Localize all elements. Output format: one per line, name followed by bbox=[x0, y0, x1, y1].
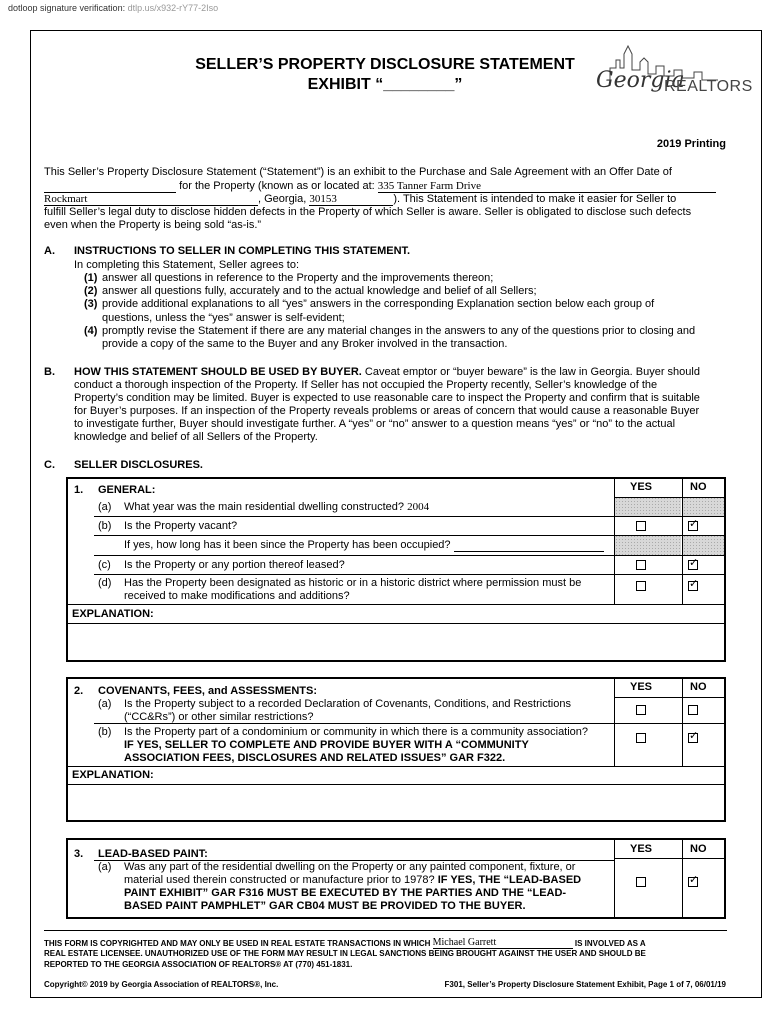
covenants-b-text-3: ASSOCIATION FEES, DISCLOSURES AND RELATED ISSUES” GAR F322. bbox=[124, 752, 506, 764]
general-explanation-field[interactable] bbox=[70, 625, 722, 659]
verification-link[interactable]: dtlp.us/x932-rY77-2Iso bbox=[127, 3, 219, 13]
general-a-question bbox=[124, 501, 429, 514]
section-a-letter: A. bbox=[44, 245, 55, 257]
general-d-text-2: received to make modifications and additions? bbox=[124, 590, 350, 602]
intro-line-1: This Seller’s Property Disclosure Statement (“Statement”) is an exhibit to the Purchase and Sale Agreement with an Offer Date of bbox=[44, 166, 672, 178]
section-a-item-num: (4) bbox=[84, 324, 98, 337]
general-b2-question bbox=[124, 539, 604, 552]
general-d-letter: (d) bbox=[98, 577, 112, 589]
section-a-item-num: (2) bbox=[84, 285, 98, 298]
section-a-item-text: answer all questions in reference to the Property and the improvements thereon; bbox=[102, 272, 494, 284]
section-a-item bbox=[84, 285, 724, 298]
lead-a-text-4: BASED PAINT PAMPHLET” GAR CB04 MUST BE PROVIDED TO THE BUYER. bbox=[124, 900, 526, 912]
general-section-box bbox=[66, 477, 726, 662]
general-b2-text: If yes, how long has it been since the Property has been occupied? bbox=[124, 539, 451, 551]
logo-script: Georgia bbox=[596, 68, 685, 93]
general-a-letter: (a) bbox=[98, 501, 112, 513]
general-c-text: Is the Property or any portion thereof leased? bbox=[124, 559, 345, 571]
section-a-item-num: (3) bbox=[84, 298, 98, 311]
section-a-item bbox=[84, 325, 724, 338]
covenants-a-letter: (a) bbox=[98, 698, 112, 710]
form-identifier: F301, Seller’s Property Disclosure Statement Exhibit, Page 1 of 7, 06/01/19 bbox=[444, 980, 726, 989]
section-b-letter: B. bbox=[44, 366, 55, 378]
footer-text-1b: IS INVOLVED AS A bbox=[574, 939, 646, 948]
general-b-text: Is the Property vacant? bbox=[124, 520, 238, 532]
section-b-line-6: knowledge and belief of all Sellers of the Property. bbox=[74, 431, 318, 443]
intro-line-2 bbox=[44, 180, 727, 193]
covenants-b-text-2: IF YES, SELLER TO COMPLETE AND PROVIDE BUYER WITH A “COMMUNITY bbox=[124, 739, 529, 751]
section-b-line-2: conduct a thorough inspection of the Property. If Seller has not occupied the Property recently, Seller’s knowledge of the bbox=[74, 379, 658, 391]
covenants-a-no-checkbox[interactable] bbox=[688, 705, 698, 715]
city-field[interactable]: Rockmart bbox=[44, 193, 258, 206]
covenants-a-text-2: (“CC&Rs”) or other similar restrictions? bbox=[124, 711, 314, 723]
section-c-letter: C. bbox=[44, 459, 55, 471]
document-title: SELLER’S PROPERTY DISCLOSURE STATEMENT bbox=[195, 56, 575, 73]
section-a-item-num: (1) bbox=[84, 272, 98, 284]
lead-a-text-3: PAINT EXHIBIT” GAR F316 MUST BE EXECUTED BY THE PARTIES AND THE “LEAD- bbox=[124, 887, 567, 899]
intro-line-5: even when the Property is being sold “as-is.” bbox=[44, 219, 262, 231]
section-a-item-text: promptly revise the Statement if there are any material changes in the answers to any of the questions prior to closing and bbox=[102, 324, 696, 337]
section-a-item bbox=[84, 338, 724, 351]
covenants-b-letter: (b) bbox=[98, 726, 112, 738]
covenants-b-no-checkbox[interactable] bbox=[688, 733, 698, 743]
section-b-line-4: for Buyer’s purposes. If an inspection of the Property reveals problems or areas of concern that would cause a reasonable Buyer bbox=[74, 405, 700, 417]
zip-field[interactable]: 30153 bbox=[309, 193, 393, 206]
georgia-realtors-logo bbox=[590, 40, 753, 110]
lead-yes-header: YES bbox=[630, 843, 653, 855]
section-b-line-3: Property’s condition may be limited. Buyer is expected to use reasonable care to inspect the Property and confirm that is suitable bbox=[74, 392, 700, 404]
intro-text-2a: for the Property (known as or located at: bbox=[179, 180, 375, 192]
verification-label: dotloop signature verification: bbox=[8, 3, 126, 13]
covenants-b-yes-checkbox[interactable] bbox=[636, 733, 646, 743]
footer-rule bbox=[44, 930, 727, 931]
logo-text: REALTORS bbox=[664, 78, 753, 95]
section-b-line-1 bbox=[74, 366, 726, 379]
general-d-yes-checkbox[interactable] bbox=[636, 581, 646, 591]
offer-date-field[interactable] bbox=[44, 180, 176, 193]
intro-text-3a: , Georgia, bbox=[258, 193, 307, 205]
section-a-item-text: provide additional explanations to all “yes” answers in the corresponding Explanation section below each group of bbox=[102, 298, 655, 311]
general-c-yes-checkbox[interactable] bbox=[636, 560, 646, 570]
section-a-item-text: questions, unless the “yes” answer is self-evident; bbox=[102, 311, 345, 324]
copyright: Copyright© 2019 by Georgia Association of REALTORS®, Inc. bbox=[44, 980, 279, 989]
address-field[interactable]: 335 Tanner Farm Drive bbox=[378, 180, 716, 193]
section-b-title: HOW THIS STATEMENT SHOULD BE USED BY BUYER. bbox=[74, 366, 362, 378]
general-b-yes-checkbox[interactable] bbox=[636, 521, 646, 531]
verification-line bbox=[8, 2, 218, 15]
general-b-letter: (b) bbox=[98, 520, 112, 532]
lead-title: LEAD-BASED PAINT: bbox=[98, 848, 208, 860]
covenants-explanation-field[interactable] bbox=[70, 786, 722, 820]
general-title: GENERAL: bbox=[98, 484, 156, 496]
intro-line-4: fulfill Seller’s legal duty to disclose hidden defects in the Property of which Seller is aware. Seller is obligated to disclose such defects bbox=[44, 206, 692, 218]
section-a-lead: In completing this Statement, Seller agrees to: bbox=[74, 259, 300, 271]
covenants-section-box bbox=[66, 677, 726, 822]
licensee-field[interactable]: Michael Garrett bbox=[433, 938, 573, 949]
general-b-no-checkbox[interactable] bbox=[688, 521, 698, 531]
covenants-no-header: NO bbox=[690, 681, 707, 693]
footer-line-2: REAL ESTATE LICENSEE. UNAUTHORIZED USE OF THE FORM MAY RESULT IN LEGAL SANCTIONS BEING BROUGHT AGAINST THE USER AND SHOULD BE bbox=[44, 949, 646, 958]
vacancy-duration-field[interactable] bbox=[454, 539, 604, 552]
general-d-text-1: Has the Property been designated as historic or in a historic district where permission must be bbox=[124, 577, 582, 589]
section-a-item bbox=[84, 298, 724, 311]
section-a-item-text: answer all questions fully, accurately and to the actual knowledge and belief of all Sellers; bbox=[102, 285, 537, 298]
covenants-a-text-1: Is the Property subject to a recorded Declaration of Covenants, Conditions, and Restrictions bbox=[124, 698, 571, 710]
lead-a-line-2 bbox=[124, 874, 581, 887]
covenants-a-yes-checkbox[interactable] bbox=[636, 705, 646, 715]
general-c-no-checkbox[interactable] bbox=[688, 560, 698, 570]
lead-paint-section-box bbox=[66, 838, 726, 919]
covenants-explanation-label: EXPLANATION: bbox=[72, 769, 154, 781]
year-built-field[interactable]: 2004 bbox=[407, 501, 430, 513]
general-d-no-checkbox[interactable] bbox=[688, 581, 698, 591]
section-a-item bbox=[84, 312, 724, 325]
lead-a-text-2: material used therein constructed or manufacture prior to 1978? bbox=[124, 874, 435, 886]
general-num: 1. bbox=[74, 484, 84, 496]
covenants-b-text-1: Is the Property part of a condominium or community in which there is a community association? bbox=[124, 726, 589, 738]
intro-text-3b: ). This Statement is intended to make it easier for Seller to bbox=[393, 193, 677, 205]
section-c-title: SELLER DISCLOSURES. bbox=[74, 459, 203, 471]
footer-line-3: REPORTED TO THE GEORGIA ASSOCIATION OF REALTORS® AT (770) 451-1831. bbox=[44, 960, 353, 969]
covenants-title: COVENANTS, FEES, and ASSESSMENTS: bbox=[98, 685, 318, 697]
intro-line-3 bbox=[44, 193, 727, 206]
footer-text-1a: THIS FORM IS COPYRIGHTED AND MAY ONLY BE USED IN REAL ESTATE TRANSACTIONS IN WHICH bbox=[44, 939, 431, 948]
section-a-item-text: provide a copy of the same to the Buyer and any Broker involved in the transaction. bbox=[102, 338, 508, 350]
general-no-header: NO bbox=[690, 481, 707, 493]
footer-line-1 bbox=[44, 938, 727, 949]
section-b-line-5: to investigate further, Buyer should investigate further. A “yes” or “no” answer to a question means “yes” or “no” to the actual bbox=[74, 418, 676, 430]
lead-num: 3. bbox=[74, 848, 84, 860]
printing-year: 2019 Printing bbox=[656, 138, 726, 150]
section-b-text-1: Caveat emptor or “buyer beware” is the law in Georgia. Buyer should bbox=[364, 366, 700, 378]
lead-a-yes-checkbox[interactable] bbox=[636, 877, 646, 887]
lead-no-header: NO bbox=[690, 843, 707, 855]
exhibit-title: EXHIBIT “________” bbox=[307, 76, 463, 93]
lead-a-text-2b: IF YES, THE “LEAD-BASED bbox=[437, 874, 582, 886]
general-explanation-label: EXPLANATION: bbox=[72, 608, 154, 620]
lead-a-letter: (a) bbox=[98, 861, 112, 873]
section-a-item bbox=[84, 272, 724, 285]
lead-a-text-1: Was any part of the residential dwelling on the Property or any painted component, fixture, or bbox=[124, 861, 576, 873]
general-a-text: What year was the main residential dwelling constructed? bbox=[124, 501, 405, 513]
section-a-title: INSTRUCTIONS TO SELLER IN COMPLETING THIS STATEMENT. bbox=[74, 245, 411, 257]
covenants-yes-header: YES bbox=[630, 681, 653, 693]
lead-a-no-checkbox[interactable] bbox=[688, 877, 698, 887]
general-yes-header: YES bbox=[630, 481, 653, 493]
general-c-letter: (c) bbox=[98, 559, 111, 571]
covenants-num: 2. bbox=[74, 685, 84, 697]
